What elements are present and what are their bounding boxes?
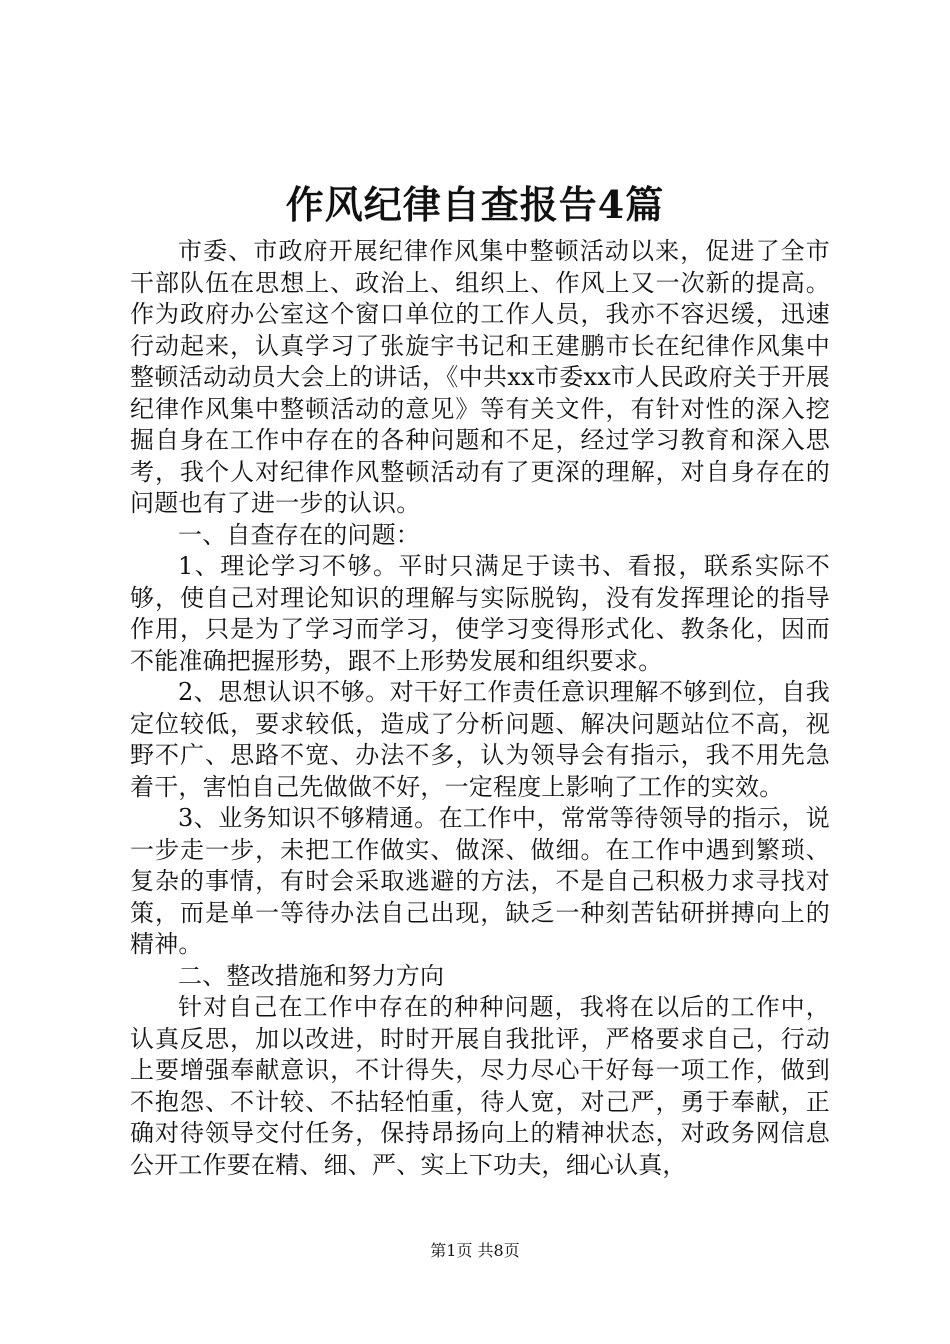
paragraph-problem-3: 3、业务知识不够精通。在工作中，常常等待领导的指示，说一步走一步，未把工作做实、做深、做细。在工作中遇到繁琐、复杂的事情，有时会采取逃避的方法，不是自己积极力求寻找对策，而是单一等待办法自己出现，缺乏一种刻苦钻研拼搏向上的精神。 xyxy=(130,804,830,958)
paragraph-problem-2: 2、思想认识不够。对干好工作责任意识理解不够到位，自我定位较低，要求较低，造成了分析问题、解决问题站位不高，视野不广、思路不宽、办法不多，认为领导会有指示，我不用先急着干，害怕自己先做做不好，一定程度上影响了工作的实效。 xyxy=(130,678,830,801)
document-body xyxy=(130,236,830,1181)
heading-measures: 二、整改措施和努力方向 xyxy=(178,961,445,990)
paragraph-measures: 针对自己在工作中存在的种种问题，我将在以后的工作中，认真反思，加以改进，时时开展自我批评，严格要求自己，行动上要增强奉献意识，不计得失，尽力尽心干好每一项工作，做到不抱怨、不计较、不拈轻怕重，待人宽，对己严，勇于奉献，正确对待领导交付任务，保持昂扬向上的精神状态，对政务网信息公开工作要在精、细、严、实上下功夫，细心认真， xyxy=(130,993,830,1179)
heading-problems: 一、自查存在的问题： xyxy=(178,520,420,549)
paragraph-problem-1: 1、理论学习不够。平时只满足于读书、看报，联系实际不够，使自己对理论知识的理解与实际脱钩，没有发挥理论的指导作用，只是为了学习而学习，使学习变得形式化、教条化，因而不能准确把握形势，跟不上形势发展和组织要求。 xyxy=(130,552,830,675)
paragraph-intro: 市委、市政府开展纪律作风集中整顿活动以来，促进了全市干部队伍在思想上、政治上、组织上、作风上又一次新的提高。作为政府办公室这个窗口单位的工作人员，我亦不容迟缓，迅速行动起来，认真学习了张旋宇书记和王建鹏市长在纪律作风集中整顿活动动员大会上的讲话，《中共xx市委xx市人民政府关于开展纪律作风集中整顿活动的意见》等有关文件，有针对性的深入挖掘自身在工作中存在的各种问题和不足，经过学习教育和深入思考，我个人对纪律作风整顿活动有了更深的理解，对自身存在的问题也有了进一步的认识。 xyxy=(130,237,830,517)
document-title: 作风纪律自查报告4篇 xyxy=(285,182,665,227)
page-footer: 第1页 共8页 xyxy=(430,1241,520,1260)
